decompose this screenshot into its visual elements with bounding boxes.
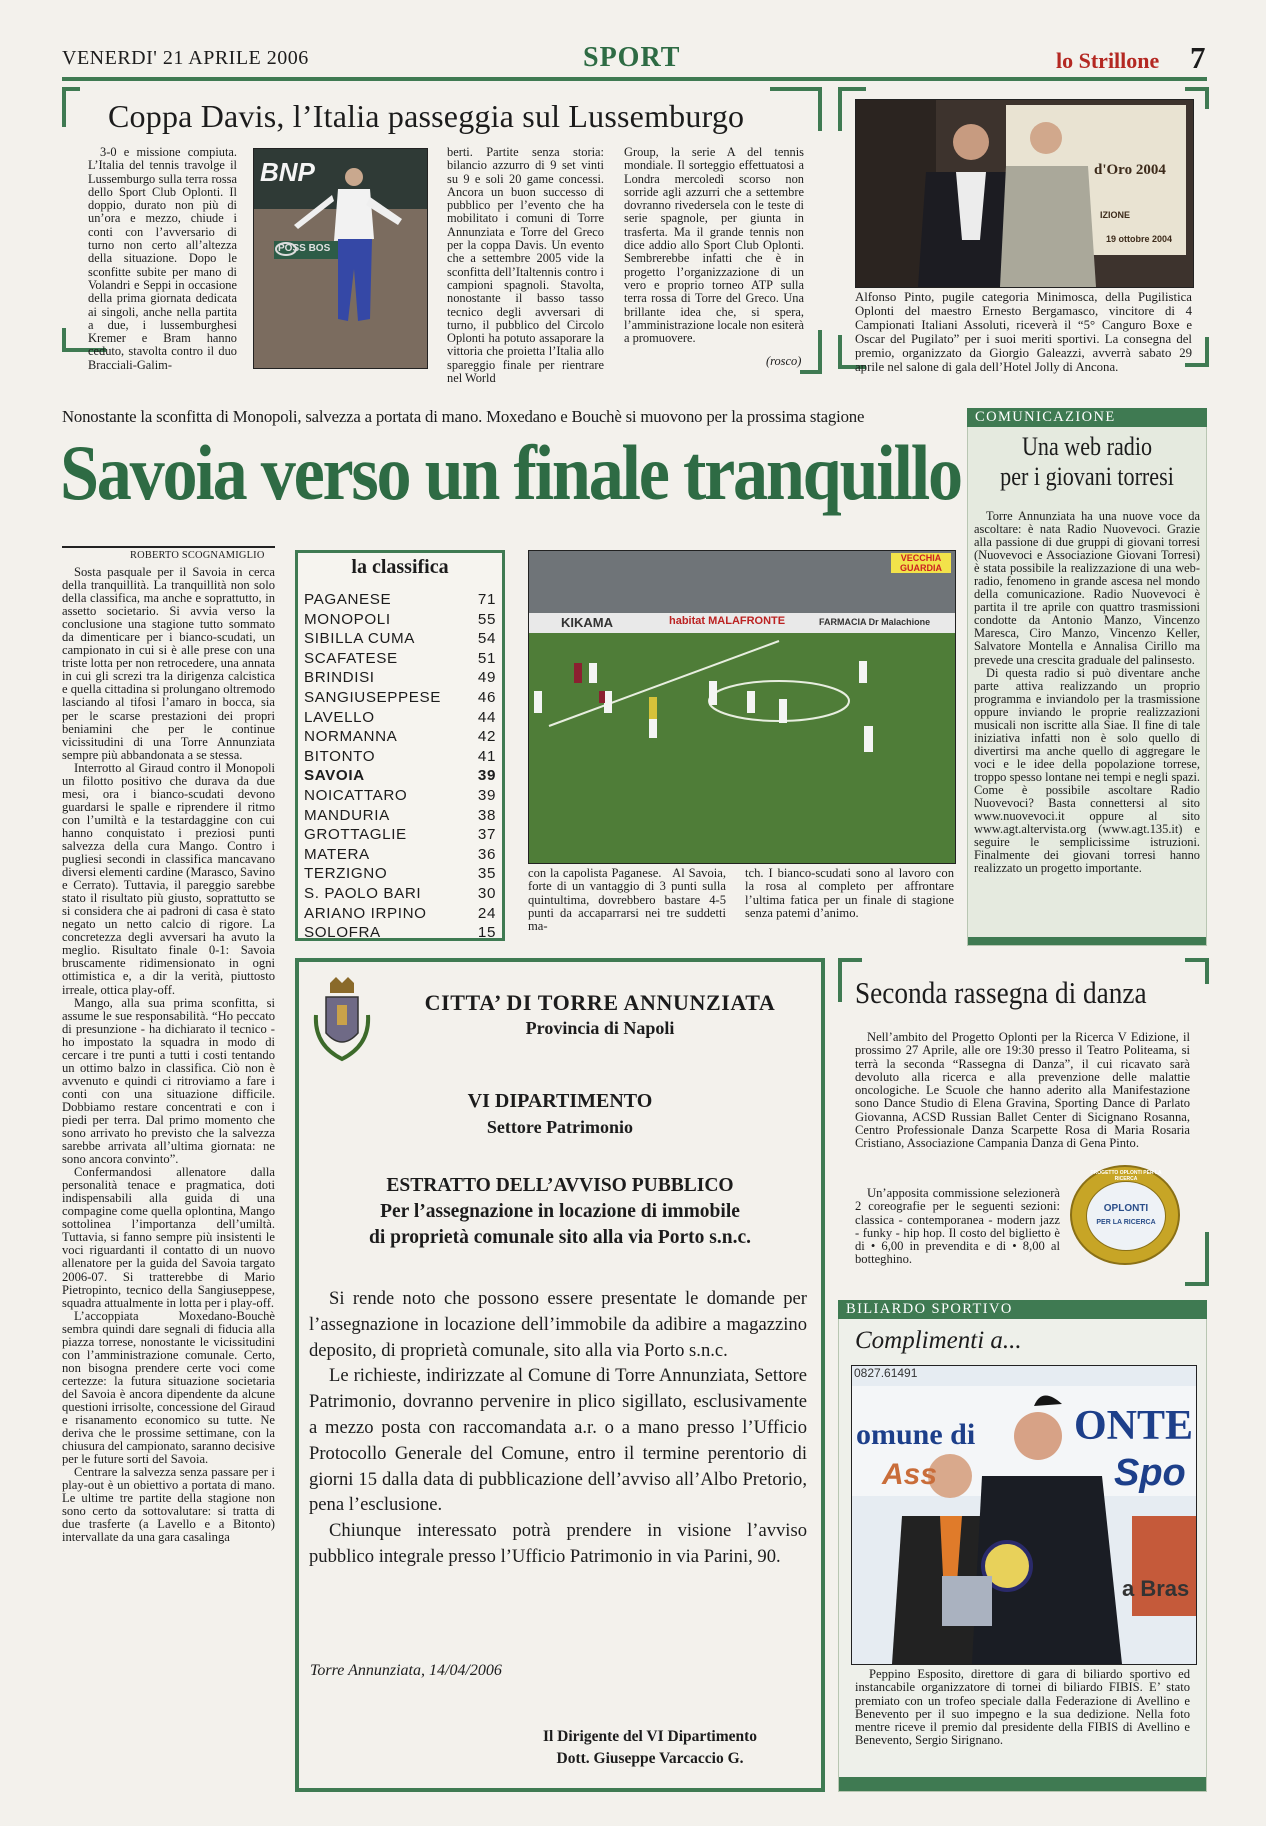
tennis-photo xyxy=(253,148,428,369)
award-sign-2: IZIONE xyxy=(1100,210,1131,220)
standings-row xyxy=(304,708,496,728)
pinto-caption xyxy=(855,290,1192,374)
award-sign-1: d'Oro 2004 xyxy=(1094,162,1166,178)
logo-text-top: PROGETTO OPLONTI PER LA RICERCA xyxy=(1090,1170,1162,1182)
webradio-bottom-bar xyxy=(968,937,1206,945)
davis-signature: (rosco) xyxy=(766,354,802,368)
standings-points: 30 xyxy=(477,884,496,902)
notice-place-date: Torre Annunziata, 14/04/2006 xyxy=(310,1662,502,1679)
standings-team: PAGANESE xyxy=(304,591,392,608)
danza-text-top xyxy=(855,1031,1190,1187)
standings-team: MATERA xyxy=(304,845,370,863)
logo-text-mid: OPLONTI xyxy=(1103,1203,1149,1214)
notice-signer xyxy=(490,1726,810,1770)
standings-row xyxy=(304,668,496,688)
standings-points: 39 xyxy=(477,767,496,785)
brand-name: lo Strillone xyxy=(1056,48,1160,73)
davis-title: Coppa Davis, l’Italia passeggia sul Lussemburgo xyxy=(108,98,745,134)
pinto-photo xyxy=(855,99,1194,288)
coat-of-arms-icon xyxy=(310,975,374,1075)
standings-points: 35 xyxy=(477,865,496,883)
standings-team: LAVELLO xyxy=(304,708,375,726)
davis-col-3 xyxy=(624,146,804,354)
standings-team: SCAFATESE xyxy=(304,649,398,667)
notice-office: Settore Patrimonio xyxy=(486,1117,634,1137)
photo-banner-2: ONTE xyxy=(1074,1403,1194,1449)
standings-points: 49 xyxy=(477,669,496,687)
standings-team: NORMANNA xyxy=(304,728,398,746)
savoia-paragraph: Centrare la salvezza senza passare per i play-out è un obiettivo a portata di mano. Le ultime tre partite della stagione non sono certo da sottovalutare: si tratta di due trasferte (a Lavello e a Bitonto) intervallate da una gara casalinga xyxy=(62,1465,275,1545)
notice-dept-name: VI DIPARTIMENTO xyxy=(467,1090,653,1112)
standings-points: 41 xyxy=(477,747,496,765)
standings-team: SOLOFRA xyxy=(304,924,381,942)
standings-team: MANDURIA xyxy=(304,806,390,824)
standings-row xyxy=(304,845,496,865)
notice-paragraph: Si rende noto che possono essere presentate le domande per l’assegnazione in locazione dell’immobile da adibire a magazzino deposito, di proprietà comunale, sito alla via Porto s.n.c. xyxy=(309,1288,807,1361)
standings-team: ARIANO IRPINO xyxy=(304,904,427,922)
notice-heading-3: di proprietà comunale sito alla via Porto s.n.c. xyxy=(368,1227,752,1248)
notice-heading-1: ESTRATTO DELL’AVVISO PUBBLICO xyxy=(386,1175,734,1196)
notice-header xyxy=(380,990,820,1039)
standings-points: 51 xyxy=(477,649,496,667)
standings-row xyxy=(304,688,496,708)
webradio-title xyxy=(967,432,1207,492)
notice-paragraph: Chiunque interessato potrà prendere in visione l’avviso pubblico integrale presso l’Ufficio Patrimonio in via Parini, 90. xyxy=(309,1520,807,1567)
standings-team: BITONTO xyxy=(304,747,376,765)
notice-paragraph: Le richieste, indirizzate al Comune di Torre Annunziata, Settore Patrimonio, dovranno pervenire in plico sigillato, esclusivamente a mezzo posta con raccomandata a.r. o a mano presso l’Ufficio Protocollo Generale del Comune, entro il termine perentorio di giorni 15 dalla data di pubblicazione dell’avviso all’Albo Pretorio, pena l’esclusione. xyxy=(309,1365,807,1516)
standings-points: 37 xyxy=(477,826,496,844)
photo-banner-4: Spo xyxy=(1114,1452,1186,1494)
webradio-title-2: per i giovani torresi xyxy=(1000,462,1174,491)
biliardo-bottom-bar xyxy=(839,1777,1206,1791)
standings-row xyxy=(304,923,496,943)
savoia-paragraph: Interrotto al Giraud contro il Monopoli un filotto positivo che durava da due mesi, ora i bianco-scudati devono guardarsi le spalle e riprendere il ritmo con l’umiltà e la testardaggine con cui hanno conquistato i preziosi punti salvezza della cura Mango. Contro i pugliesi secondi in classifica mancavano diversi elementi cardine (Marasco, Savino e Cerrato). Tuttavia, il pareggio sarebbe stato il risultato più giusto, soprattutto se si considera che ai padroni di casa è stato negato un netto calcio di rigore. La concretezza degli avversari ha avuto la meglio. Risultato finale 0-1: Savoia bruscamente ridimensionato in ogni ottimistica e, a dir la verità, piuttosto irreale, ottica play-off. xyxy=(62,760,275,997)
webradio-title-1: Una web radio xyxy=(1021,432,1153,461)
byline-rule xyxy=(62,546,275,548)
ad-board-1: KIKAMA xyxy=(561,615,613,630)
photo-banner-3: Ass xyxy=(882,1458,938,1491)
photo-banner-1: omune di xyxy=(856,1418,976,1451)
davis-paragraph: Group, la serie A del tennis mondiale. Il sorteggio effettuatosi a Londra mercoledì scorso non sorride agli azzurri che a settembre dovranno rivedersela con le teste di serie spagnole, per giunta in trasferta. Ma il grande tennis non dice addio allo Sport Club Oplonti. Sembrerebbe infatti che è in progetto l’organizzazione di un vero e proprio torneo ATP sulla terra rossa di Torre del Greco. Una brillante idea che, si spera, l’amministrazione locale non esiterà a promuovere. xyxy=(624,145,804,346)
standings-row xyxy=(304,884,496,904)
savoia-paragraph: Confermandosi allenatore dalla personalità tenace e pragmatica, doti indispensabili alla guida di una compagine come quella oplontina, Mango sottolinea l’importanza dell’umiltà. Tuttavia, si fanno sempre più insistenti le voci riguardanti il contatto di un nuovo allenatore per la guida del Savoia targato 2006-07. Si tratterebbe di Mario Pietropinto, tecnico della Sangiuseppese, squadra attualmente in lotta per i play-off. xyxy=(62,1165,275,1310)
notice-dept xyxy=(300,1090,820,1138)
standings-team: SANGIUSEPPESE xyxy=(304,688,441,706)
biliardo-section-label: BILIARDO SPORTIVO xyxy=(838,1300,1207,1319)
standings-title: la classifica xyxy=(351,556,449,578)
standings-team: NOICATTARO xyxy=(304,786,408,804)
standings-points: 24 xyxy=(477,904,496,922)
notice-city: CITTA’ DI TORRE ANNUNZIATA xyxy=(424,990,776,1015)
oplonti-logo-icon xyxy=(1070,1165,1180,1265)
standings-team: GROTTAGLIE xyxy=(304,826,407,844)
webradio-section-label: COMUNICAZIONE xyxy=(967,408,1207,427)
bracket xyxy=(770,87,822,131)
standings-row xyxy=(304,590,496,610)
notice-headings xyxy=(300,1175,820,1249)
bracket xyxy=(1185,958,1209,984)
notice-body xyxy=(309,1286,807,1570)
standings-points: 42 xyxy=(477,728,496,746)
standings-row xyxy=(304,649,496,669)
savoia-cont-text: con la capolista Paganese. Al Savoia, forte di un vantaggio di 3 punti sulla quintultima, dovrebbero bastare 4-5 punti da accaparrarsi nei tre suddetti ma- xyxy=(528,866,726,934)
page-number: 7 xyxy=(1190,40,1206,75)
logo-text-bottom: PER LA RICERCA xyxy=(1096,1219,1156,1226)
standings-points: 46 xyxy=(477,688,496,706)
standings-team: MONOPOLI xyxy=(304,610,391,628)
photo-phone-text: 0827.61491 xyxy=(854,1366,918,1380)
page-date: VENERDI' 21 APRILE 2006 xyxy=(62,47,309,69)
standings-row xyxy=(304,825,496,845)
savoia-paragraph: Sosta pasquale per il Savoia in cerca della tranquillità. La tranquillità non solo della classifica, ma anche e soprattutto, in assetto societario. Si avvia verso la conclusione una stagione tutto sommato da dimenticare per i bianco-scudati, un campionato in cui si è alle prese con una triste lotta per non retrocedere, una annata in cui gli screzi tra la dirigenza calcistica e quella cittadina si prolungano oltremodo lasciando al tifosi l’amaro in bocca, sia per le scarse prestazioni dei propri beniamini che per le continue vicissitudini di una Torre Annunziata sempre più abbandonata a se stessa. xyxy=(62,565,275,762)
biliardo-title: Complimenti a... xyxy=(855,1327,1022,1354)
standings-points: 38 xyxy=(477,806,496,824)
byline: ROBERTO SCOGNAMIGLIO xyxy=(130,550,265,561)
standings-row xyxy=(304,766,496,786)
standings-team: BRINDISI xyxy=(304,669,375,687)
savoia-headline: Savoia verso un finale tranquillo xyxy=(60,429,961,516)
standings-points: 71 xyxy=(477,591,496,608)
standings-row xyxy=(304,610,496,630)
standings-row xyxy=(304,864,496,884)
savoia-cont-1 xyxy=(528,867,726,943)
standings-row xyxy=(304,806,496,826)
standings-row xyxy=(304,629,496,649)
danza-paragraph: Un’apposita commissione selezionerà 2 coreografie per le seguenti sezioni: classica - contemporanea - modern jazz - funky - hip hop. Il costo del biglietto è di • 6,00 in prevendita e di • 8,00 al botteghino. xyxy=(855,1186,1060,1267)
standings-points: 36 xyxy=(477,845,496,863)
biliardo-caption-text: Peppino Esposito, direttore di gara di biliardo sportivo ed instancabile organizzatore di tornei di biliardo FIBIS. E’ stato premiato con un trofeo speciale dalla Federazione di Avellino e Benevento per il suo impegno e la sua dedizione. Nella foto mentre riceve il premio dal presidente della FIBIS di Avellino e Benevento, Sergio Sirignano. xyxy=(855,1667,1190,1748)
standings-rows xyxy=(298,590,502,943)
standings-team: SIBILLA CUMA xyxy=(304,630,416,648)
standings-team: SAVOIA xyxy=(304,767,365,785)
biliardo-photo xyxy=(851,1365,1197,1665)
standings-points: 15 xyxy=(477,924,496,942)
standings-table xyxy=(295,550,505,941)
davis-paragraph: berti. Partite senza storia: bilancio azzurro di 9 set vinti su 9 e soli 20 game concessi. Ancora un buon successo di pubblico per l’evento che ha mobilitato i comuni di Torre Annunziata e Torre del Greco per la coppa Davis. Un evento che a settembre 2005 vide la sconfitta dell’Italtennis contro i campioni spagnoli. Stavolta, nonostante il basso tasso tecnico degli avversari di turno, il pubblico del Circolo Oplonti ha potuto assaporare la vittoria che proietta l’Italia allo spareggio finale per rientrare nel World xyxy=(447,145,604,386)
standings-points: 54 xyxy=(477,630,496,648)
savoia-paragraph: Mango, alla sua prima sconfitta, si assume le sue responsabilità. “Ho peccato di presunzione - ha dichiarato il tecnico - ho impostato la squadra in modo di cercare i tre punti a tutti i costi tentando un ottimo balzo in classifica. Ciò non è avvenuto e quindi ci ritroviamo a fare i conti con una situazione difficile. Dobbiamo restare concentrati e con i piedi per terra. Dal primo momento che sono arrivato ho previsto che la salvezza sarebbe arrivata all’ultima giornata: ne sono ancora convinto”. xyxy=(62,995,275,1167)
award-sign-3: 19 ottobre 2004 xyxy=(1106,234,1173,244)
danza-text-bottom xyxy=(855,1187,1060,1269)
ad-board-4: VECCHIA GUARDIA xyxy=(891,553,951,573)
standings-row xyxy=(304,727,496,747)
ad-board-3: FARMACIA Dr Malachione xyxy=(819,617,931,627)
webradio-text xyxy=(974,510,1200,934)
standings-team: S. PAOLO BARI xyxy=(304,884,422,902)
webradio-paragraph: Di questa radio si può diventare anche parte attiva realizzando un proprio programma e inviandolo per la trasmissione oppure inviando le proprie realizzazioni musicali non iscritte alla Siae. Il fine di tale iniziativa infatti non è solo quello di divertirsi ma anche quello di aggregare le voci e le idee della popolazione torrese, troppo spesso lontane nei tempi e negli spazi. Come è possibile ascoltare Radio Nuovevoci? Basta connettersi al sito www.nuovevoci.it oppure al sito www.agt.altervista.org (www.agt.135.it) e seguire le semplicissime istruzioni. Finalmente dei giovani torresi hanno realizzato un progetto importante. xyxy=(974,665,1200,876)
photo-banner-5: a Bras xyxy=(1122,1576,1190,1601)
davis-col-1 xyxy=(88,145,237,372)
savoia-cont-2 xyxy=(745,867,954,943)
standings-row xyxy=(304,904,496,924)
standings-team: TERZIGNO xyxy=(304,865,388,883)
standings-points: 44 xyxy=(477,708,496,726)
board-text: POSS BOS xyxy=(278,243,331,254)
section-title: SPORT xyxy=(583,42,681,73)
notice-heading-2: Per l’assegnazione in locazione di immobile xyxy=(380,1201,740,1222)
notice-signer-title: Il Dirigente del VI Dipartimento xyxy=(542,1728,758,1745)
savoia-kicker: Nonostante la sconfitta di Monopoli, salvezza a portata di mano. Moxedano e Bouchè si muovono per la prossima stagione xyxy=(62,407,865,426)
bracket xyxy=(62,87,66,127)
header-rule xyxy=(62,77,1207,81)
savoia-paragraph: L’accoppiata Moxedano-Bouchè sembra quindi dare segnali di fiducia alla piazza torrese, nonostante le vicissitudini con l’amministrazione comunale. Certo, non bisogna prendere certe voci come certezze: la futura situazione societaria del Savoia è ancora dipendente da alcune questioni irrisolte, concessione del Giraud e risanamento economico su tutte. Ne deriva che le prossime settimane, con la chiusura del campionato, saranno decisive per le future sorti del Savoia. xyxy=(62,1308,275,1467)
standings-row xyxy=(304,786,496,806)
bracket xyxy=(1185,1232,1209,1286)
danza-paragraph: Nell’ambito del Progetto Oplonti per la Ricerca V Edizione, il prossimo 27 Aprile, alle ore 19:30 presso il Teatro Politeama, si terrà la seconda “Rassegna di Danza”, il cui ricavato sarà devoluto alla ricerca e alla prevenzione delle malattie oncologiche. Le Scuole che hanno aderito alla Manifestazione sono Dance Studio di Elena Gravina, Sporting Dance di Parlato Giovanna, ACSD Russian Ballet Center di Sicignano Rosanna, Centro Professionale Danza Scarpette Rosa di Maria Rosaria Cristiano, Associazione Campania Danza di Gena Pinto. xyxy=(855,1030,1190,1151)
ad-board-2: habitat MALAFRONTE xyxy=(669,615,786,627)
bnp-banner: BNP xyxy=(260,157,315,187)
pinto-photo-image xyxy=(856,100,1193,287)
standings-points: 55 xyxy=(477,610,496,628)
savoia-column xyxy=(62,566,275,1794)
standings-points: 39 xyxy=(477,786,496,804)
savoia-cont-text: tch. I bianco-scudati sono al lavoro con la rosa al completo per affrontare l’ultima fatica per un finale di stagione senza patemi d’animo. xyxy=(745,866,954,920)
davis-col-2 xyxy=(447,145,604,386)
notice-signer-name: Dott. Giuseppe Varcaccio G. xyxy=(556,1750,744,1767)
match-photo-image xyxy=(529,551,955,863)
davis-paragraph: 3-0 e missione compiuta. L’Italia del tennis travolge il Lussemburgo sulla terra rossa dello Sport Club Oplonti. Il doppio, durato non più di un’ora e mezzo, chiude i conti con l’avversario di turno non certo all’altezza della situazione. Dopo le sconfitte subite per mano di Volandri e Seppi in occasione della prima giornata dedicata ai singoli, anche nella partita a due, i lussemburghesi Kremer e Bram hanno ceduto, stavolta contro il duo Bracciali-Galim- xyxy=(88,145,237,372)
match-photo xyxy=(528,550,956,864)
danza-title: Seconda rassegna di danza xyxy=(855,975,1147,1010)
notice-province: Provincia di Napoli xyxy=(525,1018,675,1038)
pinto-caption-text: Alfonso Pinto, pugile categoria Minimosca, della Pugilistica Oplonti del maestro Ernesto Bergamasco, vincitore di 4 Campionati Italiani Assoluti, riceverà il “5° Canguro Boxe e Oscar del Pugilato” per i suoi meriti sportivi. La consegna del premio, organizzato da Giorgio Galeazzi, avverrà sabato 29 aprile nel salone di gala dell’Hotel Jolly di Ancona. xyxy=(855,290,1192,374)
biliardo-caption xyxy=(855,1668,1190,1778)
webradio-paragraph: Torre Annunziata ha una nuove voce da ascoltare: è nata Radio Nuovevoci. Grazie alla passione di due gruppi di giovani torresi (Nuovevoci e Associazione Giovani Torresi) è stata possibile la realizzazione di una web-radio, fenomeno in grande ascesa nel mondo della comunicazione. Radio Nuovevoci è partita il tre aprile con quattro trasmissioni condotte da Antonio Manzo, Vincenzo Maresca, Ciro Manzo, Vincenzo Keller, Salvatore Montella e Annalisa Cirillo ma prevede una crescita graduale del palinsesto. xyxy=(974,509,1200,667)
standings-row xyxy=(304,747,496,767)
